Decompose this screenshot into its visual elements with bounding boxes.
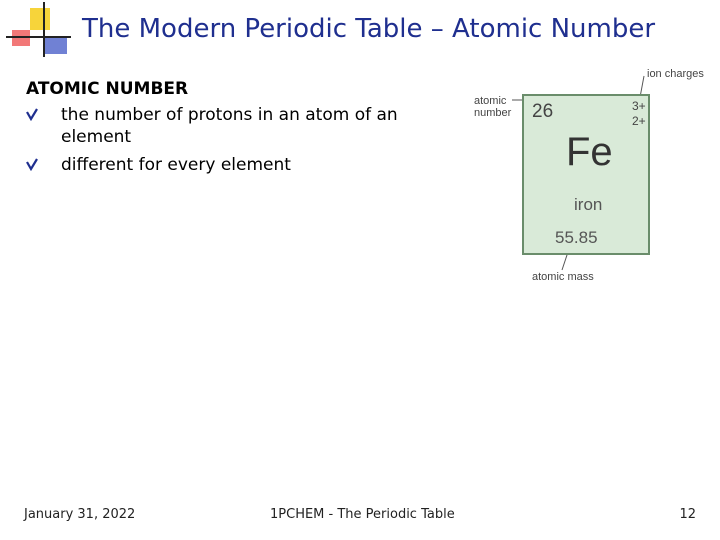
- logo-yellow-square: [30, 8, 50, 30]
- check-bullet-icon: [26, 107, 38, 121]
- bullet-text: different for every element: [61, 155, 291, 175]
- atomic-number-label: atomic number: [474, 95, 512, 119]
- atomic-number-value: 26: [532, 101, 554, 122]
- footer-course: 1PCHEM - The Periodic Table: [270, 507, 455, 522]
- bullet-text: the number of protons in an atom of an element: [61, 105, 398, 147]
- logo-vertical-line: [43, 2, 45, 57]
- logo-blue-square: [45, 36, 67, 54]
- section-heading: ATOMIC NUMBER: [26, 79, 189, 99]
- atomic-mass-value: 55.85: [555, 228, 598, 247]
- slide-logo: [0, 0, 80, 60]
- element-tile-figure: [470, 68, 710, 288]
- bullet-list: [26, 104, 446, 176]
- bullet-item: [26, 104, 446, 148]
- slide-title: The Modern Periodic Table – Atomic Number: [82, 14, 656, 44]
- element-symbol: Fe: [566, 130, 613, 174]
- ion-charges-values: 3+ 2+: [632, 99, 646, 128]
- logo-red-square: [12, 30, 30, 46]
- page-number: 12: [679, 507, 696, 522]
- footer-date: January 31, 2022: [24, 507, 136, 522]
- ion-charges-label: ion charges: [647, 68, 704, 80]
- bullet-item: [26, 154, 446, 176]
- atomic-mass-label: atomic mass: [532, 271, 594, 283]
- slide-content: [26, 78, 446, 182]
- check-bullet-icon: [26, 157, 38, 171]
- logo-horizontal-line: [6, 36, 71, 38]
- element-name: iron: [574, 195, 603, 214]
